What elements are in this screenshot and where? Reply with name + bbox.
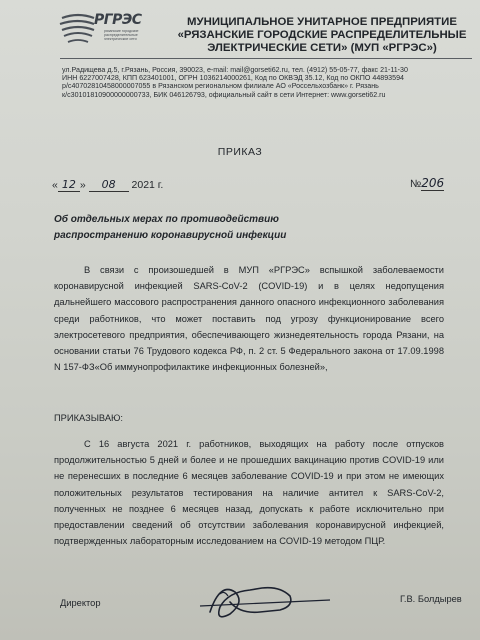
order-paragraph: С 16 августа 2021 г. работников, выходящих на работу после отпусков продолжительностью 5 дней и более и не прошедших вакцинацию против COVID-19 или не перенесших в последние 6 месяцев заболевание COVID-19 и при этом не имеющих положительных результатов тестирования на наличие антител к SARS-CoV-2, полученных не позднее 6 месяцев назад, допускать к работе исключительно при предоставлении сведений об отсутствии заболевания коронавирусной инфекцией, подтвержденных лабораторным исследованием на COVID-19 методом ПЦР. [54, 439, 444, 547]
header-divider [60, 58, 472, 59]
organization-line: МУНИЦИПАЛЬНОЕ УНИТАРНОЕ ПРЕДПРИЯТИЕ [187, 16, 457, 28]
subject-line: распространению коронавирусной инфекции [54, 230, 287, 241]
date-year: 2021 г. [131, 179, 164, 191]
subject-line: Об отдельных мерах по противодействию [54, 214, 279, 225]
requisites-line: к/с30101810900000000733, БИК 046126793, официальный сайт в сети Интернет: www.gorseti62.ru [62, 90, 386, 99]
company-requisites [62, 66, 474, 99]
order-subject [54, 212, 354, 244]
order-number [410, 176, 444, 190]
number-value: 206 [421, 176, 445, 190]
number-label: № [410, 178, 422, 190]
document-title: ПРИКАЗ [217, 146, 263, 158]
date-open-quote: « [52, 179, 58, 191]
requisites-line: ИНН 6227007428, КПП 623401001, ОГРН 1036214000261, Код по ОКВЭД 35.12, Код по ОКПО 44893594 [62, 74, 404, 83]
requisites-line: ул.Радищева д.5, г.Рязань, Россия, 390023, e-mail: mail@gorseti62.ru, тел. (4912) 55-05-77, факс 21-11-30 [62, 66, 408, 74]
logo-text: РГРЭС [94, 12, 142, 28]
organization-line: «РЯЗАНСКИЕ ГОРОДСКИЕ РАСПРЕДЕЛИТЕЛЬНЫЕ [177, 29, 467, 41]
date-day: 12 [58, 178, 80, 192]
logo-subtitle: рязанские городские распределительные электрические сети [104, 29, 139, 41]
preamble-paragraph: В связи с произошедшей в МУП «РГРЭС» вспышкой заболеваемости коронавирусной инфекцией SARS-CoV-2 (COVID-19) и в целях недопущения дальнейшего массового распространения данного опасного инфекционного заболевания среди работников, что может поставить под угрозу функционирование всего электросетевого предприятия, обеспечивающего жизнедеятельность города Рязани, на основании статьи 76 Трудового кодекса РФ, п. 2 ст. 5 Федерального закона от 17.09.1998 N 157-ФЗ«Об иммунопрофилактике инфекционных болезней», [54, 265, 444, 373]
signer-name: Г.В. Болдырев [400, 594, 462, 604]
signer-position: Директор [60, 598, 101, 608]
organization-line: ЭЛЕКТРИЧЕСКИЕ СЕТИ» (МУП «РГРЭС») [207, 42, 437, 54]
organization-name [172, 16, 472, 55]
signature-icon [190, 572, 340, 632]
order-word: ПРИКАЗЫВАЮ: [54, 413, 123, 423]
order-date [52, 178, 163, 192]
date-month: 08 [89, 178, 129, 192]
date-close-quote: » [79, 179, 86, 191]
requisites-line: р/с40702810458000007055 в Рязанском региональном филиале АО «Россельхозбанк» г. Рязань [62, 82, 379, 91]
